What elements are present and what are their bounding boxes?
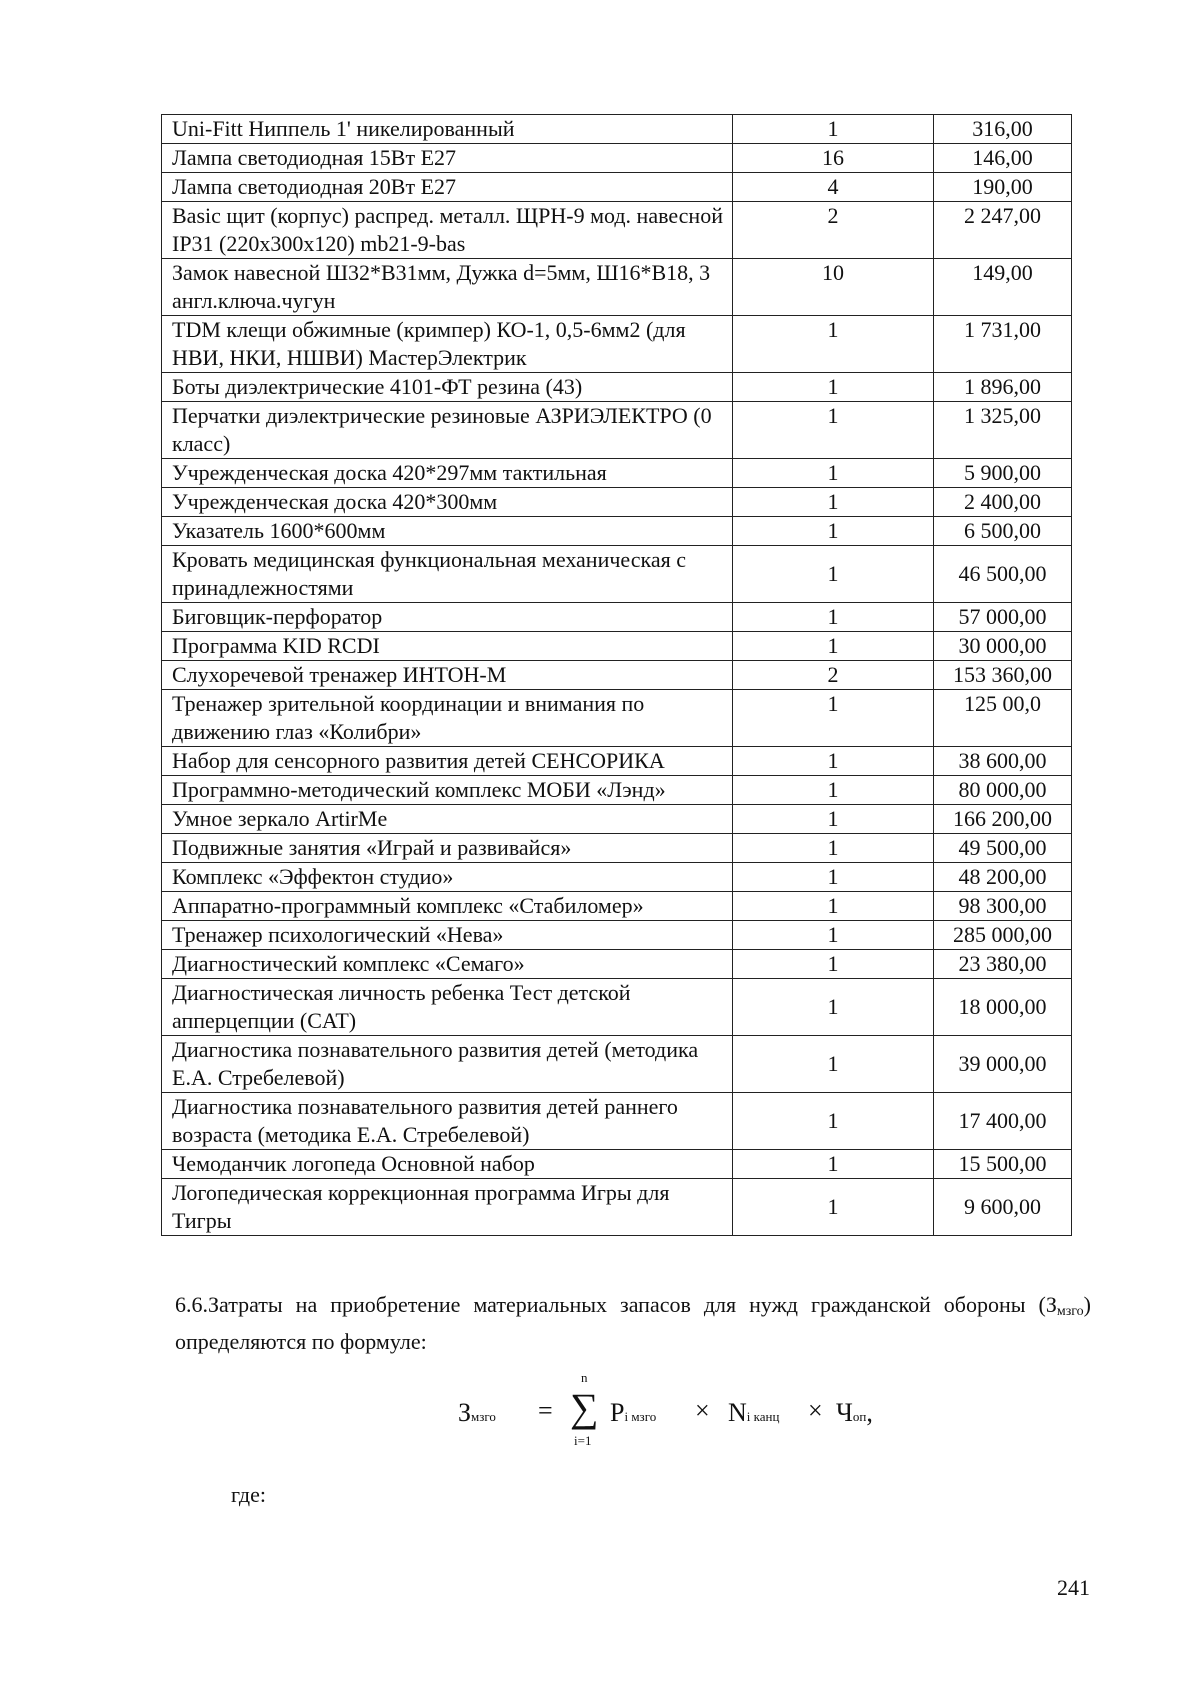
price-cell: 46 500,00 xyxy=(934,546,1072,603)
price-cell: 49 500,00 xyxy=(934,834,1072,863)
formula-p-subscript: i мзго xyxy=(624,1409,657,1424)
quantity-cell: 4 xyxy=(733,173,934,202)
table-row xyxy=(162,603,1072,632)
table-row xyxy=(162,546,1072,603)
quantity-cell: 1 xyxy=(733,603,934,632)
table-row xyxy=(162,863,1072,892)
formula-times-2: × xyxy=(808,1396,823,1425)
item-name-cell: Учрежденческая доска 420*297мм тактильная xyxy=(162,459,733,488)
price-cell: 9 600,00 xyxy=(934,1179,1072,1236)
item-name-cell: Диагностика познавательного развития детей (методика Е.А. Стребелевой) xyxy=(162,1036,733,1093)
quantity-cell: 1 xyxy=(733,892,934,921)
paragraph-lead: 6.6.Затраты на приобретение материальных запасов для нужд гражданской обороны (З xyxy=(175,1292,1057,1317)
price-cell: 15 500,00 xyxy=(934,1150,1072,1179)
item-name-cell: Диагностическая личность ребенка Тест детской апперцепции (CAT) xyxy=(162,979,733,1036)
table-row xyxy=(162,1093,1072,1150)
table-row xyxy=(162,1179,1072,1236)
formula-n-subscript: i канц xyxy=(746,1409,780,1424)
formula-n-symbol: N xyxy=(728,1398,747,1427)
quantity-cell: 1 xyxy=(733,805,934,834)
formula-n-term xyxy=(728,1398,779,1428)
table-row xyxy=(162,690,1072,747)
table-row xyxy=(162,950,1072,979)
item-name-cell: Basic щит (корпус) распред. металл. ЩРН-9 мод. навесной IP31 (220x300x120) mb21-9-bas xyxy=(162,202,733,259)
item-name-cell: Программно-методический комплекс МОБИ «Лэнд» xyxy=(162,776,733,805)
price-cell: 6 500,00 xyxy=(934,517,1072,546)
formula-ch-symbol: Ч xyxy=(836,1398,853,1427)
quantity-cell: 1 xyxy=(733,546,934,603)
item-name-cell: Программа KID RCDI xyxy=(162,632,733,661)
price-cell: 166 200,00 xyxy=(934,805,1072,834)
quantity-cell: 1 xyxy=(733,834,934,863)
price-cell: 39 000,00 xyxy=(934,1036,1072,1093)
table-row xyxy=(162,402,1072,459)
table-row xyxy=(162,632,1072,661)
quantity-cell: 1 xyxy=(733,690,934,747)
table-row xyxy=(162,144,1072,173)
item-name-cell: Чемоданчик логопеда Основной набор xyxy=(162,1150,733,1179)
quantity-cell: 1 xyxy=(733,316,934,373)
price-cell: 17 400,00 xyxy=(934,1093,1072,1150)
price-cell: 48 200,00 xyxy=(934,863,1072,892)
item-name-cell: Uni-Fitt Ниппель 1' никелированный xyxy=(162,115,733,144)
quantity-cell: 2 xyxy=(733,661,934,690)
quantity-cell: 1 xyxy=(733,517,934,546)
price-cell: 30 000,00 xyxy=(934,632,1072,661)
item-name-cell: Подвижные занятия «Играй и развивайся» xyxy=(162,834,733,863)
item-name-cell: Перчатки диэлектрические резиновые АЗРИЭЛЕКТРО (0 класс) xyxy=(162,402,733,459)
price-cell: 153 360,00 xyxy=(934,661,1072,690)
item-name-cell: Аппаратно-программный комплекс «Стабиломер» xyxy=(162,892,733,921)
price-cell: 285 000,00 xyxy=(934,921,1072,950)
quantity-cell: 2 xyxy=(733,202,934,259)
item-name-cell: Тренажер зрительной координации и внимания по движению глаз «Колибри» xyxy=(162,690,733,747)
quantity-cell: 1 xyxy=(733,979,934,1036)
table-row xyxy=(162,517,1072,546)
quantity-cell: 1 xyxy=(733,115,934,144)
formula-p-term xyxy=(610,1398,656,1428)
paragraph-subscript: мзго xyxy=(1056,1304,1084,1319)
price-cell: 5 900,00 xyxy=(934,459,1072,488)
price-cell: 80 000,00 xyxy=(934,776,1072,805)
quantity-cell: 1 xyxy=(733,863,934,892)
table-row xyxy=(162,173,1072,202)
materials-table xyxy=(161,114,1072,1236)
item-name-cell: Боты диэлектрические 4101-ФТ резина (43) xyxy=(162,373,733,402)
quantity-cell: 1 xyxy=(733,1093,934,1150)
item-name-cell: Указатель 1600*600мм xyxy=(162,517,733,546)
price-cell: 1 896,00 xyxy=(934,373,1072,402)
table-row xyxy=(162,488,1072,517)
price-cell: 146,00 xyxy=(934,144,1072,173)
formula-ch-subscript: оп xyxy=(852,1409,867,1424)
quantity-cell: 1 xyxy=(733,632,934,661)
item-name-cell: Тренажер психологический «Нева» xyxy=(162,921,733,950)
price-cell: 149,00 xyxy=(934,259,1072,316)
table-row xyxy=(162,459,1072,488)
paragraph-tail: ) определяются по формуле: xyxy=(175,1292,1091,1354)
quantity-cell: 1 xyxy=(733,747,934,776)
table-row xyxy=(162,316,1072,373)
table-row xyxy=(162,1036,1072,1093)
item-name-cell: Лампа светодиодная 20Вт Е27 xyxy=(162,173,733,202)
price-cell: 98 300,00 xyxy=(934,892,1072,921)
formula-equals: = xyxy=(538,1396,553,1425)
table-row xyxy=(162,1150,1072,1179)
item-name-cell: Лампа светодиодная 15Вт Е27 xyxy=(162,144,733,173)
formula-times-1: × xyxy=(695,1396,710,1425)
quantity-cell: 1 xyxy=(733,488,934,517)
cost-formula xyxy=(458,1370,873,1450)
item-name-cell: Диагностический комплекс «Семаго» xyxy=(162,950,733,979)
price-cell: 1 731,00 xyxy=(934,316,1072,373)
table-row xyxy=(162,834,1072,863)
price-cell: 2 247,00 xyxy=(934,202,1072,259)
formula-lhs xyxy=(458,1398,496,1428)
table-row xyxy=(162,921,1072,950)
quantity-cell: 10 xyxy=(733,259,934,316)
item-name-cell: TDM клещи обжимные (кримпер) КО-1, 0,5-6мм2 (для НВИ, НКИ, НШВИ) МастерЭлектрик xyxy=(162,316,733,373)
item-name-cell: Комплекс «Эффектон студио» xyxy=(162,863,733,892)
table-row xyxy=(162,892,1072,921)
quantity-cell: 1 xyxy=(733,402,934,459)
formula-lhs-subscript: мзго xyxy=(471,1409,496,1424)
quantity-cell: 1 xyxy=(733,776,934,805)
quantity-cell: 1 xyxy=(733,459,934,488)
price-cell: 1 325,00 xyxy=(934,402,1072,459)
table-row xyxy=(162,776,1072,805)
item-name-cell: Биговщик-перфоратор xyxy=(162,603,733,632)
quantity-cell: 1 xyxy=(733,373,934,402)
formula-sum-lower: i=1 xyxy=(574,1433,592,1448)
quantity-cell: 1 xyxy=(733,1036,934,1093)
price-cell: 18 000,00 xyxy=(934,979,1072,1036)
item-name-cell: Кровать медицинская функциональная механическая с принадлежностями xyxy=(162,546,733,603)
table-row xyxy=(162,259,1072,316)
item-name-cell: Набор для сенсорного развития детей СЕНСОРИКА xyxy=(162,747,733,776)
table-row xyxy=(162,202,1072,259)
section-paragraph xyxy=(175,1290,1091,1357)
formula-comma: , xyxy=(866,1398,873,1427)
item-name-cell: Замок навесной Ш32*В31мм, Дужка d=5мм, Ш16*В18, 3 англ.ключа.чугун xyxy=(162,259,733,316)
materials-table-body xyxy=(162,115,1072,1236)
item-name-cell: Диагностика познавательного развития детей раннего возраста (методика Е.А. Стребелевой) xyxy=(162,1093,733,1150)
quantity-cell: 1 xyxy=(733,950,934,979)
formula-sum-icon: ∑ xyxy=(570,1385,599,1430)
where-label: где: xyxy=(231,1482,266,1507)
price-cell: 316,00 xyxy=(934,115,1072,144)
price-cell: 190,00 xyxy=(934,173,1072,202)
quantity-cell: 1 xyxy=(733,1150,934,1179)
table-row xyxy=(162,805,1072,834)
formula-p-symbol: P xyxy=(610,1398,625,1427)
price-cell: 2 400,00 xyxy=(934,488,1072,517)
table-row xyxy=(162,661,1072,690)
table-row xyxy=(162,115,1072,144)
table-row xyxy=(162,979,1072,1036)
page-number: 241 xyxy=(1057,1575,1090,1600)
price-cell: 125 00,0 xyxy=(934,690,1072,747)
quantity-cell: 1 xyxy=(733,921,934,950)
quantity-cell: 16 xyxy=(733,144,934,173)
formula-sum-upper: n xyxy=(581,1370,588,1385)
price-cell: 38 600,00 xyxy=(934,747,1072,776)
item-name-cell: Логопедическая коррекционная программа Игры для Тигры xyxy=(162,1179,733,1236)
price-cell: 23 380,00 xyxy=(934,950,1072,979)
table-row xyxy=(162,373,1072,402)
price-cell: 57 000,00 xyxy=(934,603,1072,632)
item-name-cell: Учрежденческая доска 420*300мм xyxy=(162,488,733,517)
table-row xyxy=(162,747,1072,776)
formula-lhs-symbol: З xyxy=(458,1398,472,1427)
quantity-cell: 1 xyxy=(733,1179,934,1236)
formula-ch-term xyxy=(836,1398,873,1428)
item-name-cell: Слухоречевой тренажер ИНТОН-М xyxy=(162,661,733,690)
item-name-cell: Умное зеркало ArtirMe xyxy=(162,805,733,834)
